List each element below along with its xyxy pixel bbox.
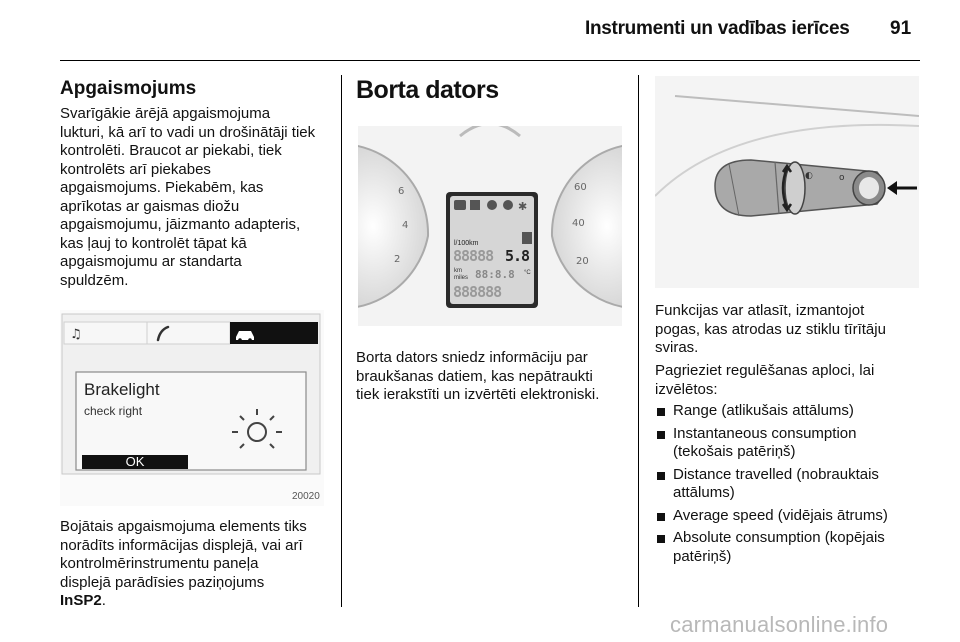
text-line: Instantaneous consumption bbox=[673, 424, 857, 442]
section-heading-trip-computer: Borta dators bbox=[356, 76, 499, 104]
text-line: apgaismojums. Piekabēm, kas bbox=[60, 179, 264, 196]
text-line: kontrolmērinstrumentu paneļa bbox=[60, 555, 259, 572]
text-line: kas ļauj to kontrolēt tāpat kā bbox=[60, 234, 247, 252]
bullet-icon bbox=[657, 535, 665, 543]
lcd-digits-bottom: 888888 bbox=[453, 283, 502, 301]
text-line: spuldzēm. bbox=[60, 271, 129, 289]
lcd-unit-miles: miles bbox=[454, 275, 469, 281]
info-display-figure bbox=[60, 310, 324, 506]
text-line: attālums) bbox=[673, 484, 735, 501]
lighting-caption-paragraph bbox=[60, 518, 307, 611]
text-line: Pagrieziet regulēšanas aploci, lai bbox=[655, 362, 875, 379]
text-line: kontrolēts arī piekabes bbox=[60, 160, 211, 178]
page-header-title: Instrumenti un vadības ierīces bbox=[585, 18, 850, 39]
text-line: apgaismojumu, jāizmanto adapteris, bbox=[60, 216, 301, 233]
column-divider-left bbox=[341, 75, 342, 607]
svg-text:4: 4 bbox=[402, 220, 409, 231]
text-line bbox=[60, 592, 307, 611]
section-heading-lighting: Apgaismojums bbox=[60, 78, 197, 99]
lcd-digits-value: 5.8 bbox=[505, 247, 530, 265]
function-list bbox=[655, 402, 888, 566]
list-item bbox=[655, 425, 888, 462]
svg-text:o: o bbox=[839, 173, 845, 183]
text-line: norādīts informācijas displejā, vai arī bbox=[60, 536, 303, 554]
svg-text:◐: ◐ bbox=[805, 171, 813, 181]
text-line: patēriņš) bbox=[673, 547, 732, 565]
list-item bbox=[655, 507, 888, 526]
header-rule bbox=[60, 60, 920, 61]
display-message-title: Brakelight bbox=[84, 380, 160, 399]
svg-text:40: 40 bbox=[572, 218, 585, 229]
text-line: Bojātais apgaismojuma elements tiks bbox=[60, 518, 307, 535]
watermark: carmanualsonline.info bbox=[670, 612, 889, 637]
display-message-subtitle: check right bbox=[84, 404, 143, 418]
lighting-intro-paragraph bbox=[60, 105, 315, 290]
display-ok-button: OK bbox=[125, 454, 145, 469]
text-line: (tekošais patēriņš) bbox=[673, 443, 796, 460]
text-line: Svarīgākie ārējā apgaismojuma bbox=[60, 105, 271, 122]
svg-text:♫: ♫ bbox=[70, 327, 82, 342]
fuel-icon bbox=[522, 232, 532, 244]
trip-computer-figure bbox=[358, 126, 622, 326]
svg-text:60: 60 bbox=[574, 182, 587, 193]
column-divider-right bbox=[638, 75, 639, 607]
trip-computer-paragraph bbox=[356, 349, 599, 405]
bullet-icon bbox=[657, 408, 665, 416]
text-line: tiek ierakstīti un izvērtēti elektroniski. bbox=[356, 386, 600, 403]
svg-text:2: 2 bbox=[394, 254, 401, 265]
text-line: aprīkotas ar gaismas diožu bbox=[60, 197, 240, 215]
bullet-icon bbox=[657, 431, 665, 439]
list-item bbox=[655, 529, 888, 566]
svg-text:6: 6 bbox=[398, 186, 405, 197]
bullet-icon bbox=[657, 513, 665, 521]
lcd-digits-main: 88888 bbox=[453, 247, 494, 265]
list-item bbox=[655, 402, 888, 421]
text-line: Range (atlikušais attālums) bbox=[673, 402, 854, 419]
lcd-digits-second: 88:8.8 bbox=[475, 268, 515, 281]
text-line: Funkcijas var atlasīt, izmantojot bbox=[655, 302, 865, 319]
text-line: izvēlētos: bbox=[655, 380, 718, 398]
lcd-unit-consumption: l/100km bbox=[454, 240, 479, 247]
list-item bbox=[655, 466, 888, 503]
text-line: sviras. bbox=[655, 339, 699, 356]
wiper-lever-figure bbox=[655, 76, 919, 288]
text-line: displejā parādīsies paziņojums bbox=[60, 573, 265, 591]
page-number: 91 bbox=[890, 18, 912, 39]
text-line: Borta dators sniedz informāciju par bbox=[356, 349, 588, 366]
wiper-lever-illustration bbox=[655, 76, 919, 288]
text-line: pogas, kas atrodas uz stiklu tīrītāju bbox=[655, 320, 886, 338]
text-line: lukturi, kā arī to vadi un drošinātāji tiek bbox=[60, 123, 316, 141]
lcd-unit-km: km bbox=[454, 268, 462, 274]
svg-text:20: 20 bbox=[576, 256, 589, 267]
music-note-icon bbox=[70, 327, 82, 342]
message-code: InSP2 bbox=[60, 592, 102, 609]
text-line: apgaismojumu ar standarta bbox=[60, 253, 242, 270]
lcd-unit-temperature: °C bbox=[524, 270, 531, 276]
text-end: . bbox=[101, 592, 106, 609]
text-line: Absolute consumption (kopējais bbox=[673, 529, 885, 546]
svg-text:✱: ✱ bbox=[518, 200, 528, 213]
figure-id: 20020 bbox=[292, 491, 320, 502]
text-line: Average speed (vidējais ātrums) bbox=[673, 506, 888, 524]
dial-paragraph bbox=[655, 362, 874, 399]
selection-paragraph bbox=[655, 302, 886, 358]
text-line: kontrolēti. Braucot ar piekabi, tiek bbox=[60, 142, 282, 159]
text-line: braukšanas datiem, kas nepātraukti bbox=[356, 367, 593, 385]
bullet-icon bbox=[657, 472, 665, 480]
text-line: Distance travelled (nobrauktais bbox=[673, 465, 879, 483]
